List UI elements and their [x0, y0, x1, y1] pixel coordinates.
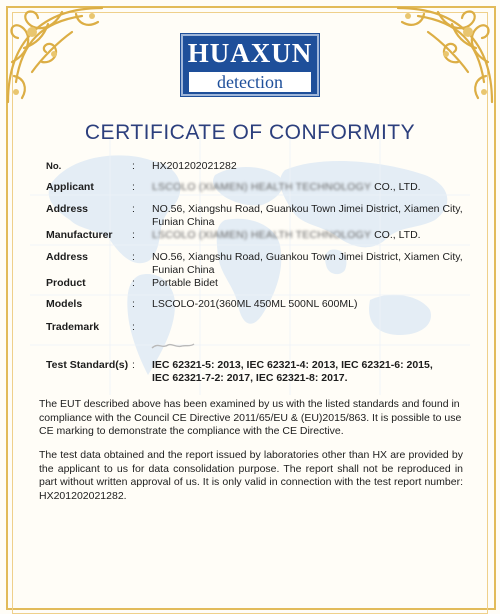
field-colon: :	[132, 251, 135, 263]
standards-line-2: IEC 62321-7-2: 2017, IEC 62321-8: 2017.	[152, 372, 348, 384]
trademark-mark-icon	[150, 339, 196, 351]
models-value: LSCOLO-201(360ML 450ML 500NL 600ML)	[152, 298, 358, 310]
gold-filigree-corner-icon	[2, 2, 112, 112]
certificate-title: CERTIFICATE OF CONFORMITY	[84, 121, 416, 144]
field-colon: :	[132, 203, 135, 215]
field-colon: :	[132, 321, 135, 333]
field-colon: :	[132, 229, 135, 241]
field-label: No.	[46, 161, 62, 172]
field-colon: :	[132, 181, 135, 193]
standards-value	[152, 359, 472, 385]
logo-subtitle: detection	[189, 72, 311, 92]
logo-wordmark: HUAXUN	[187, 38, 313, 68]
field-colon: :	[132, 277, 135, 289]
field-label: Product	[46, 277, 86, 289]
field-label: Test Standard(s)	[46, 359, 129, 371]
redacted-company-name: LSCOLO (XIAMEN) HEALTH TECHNOLOGY	[152, 229, 372, 241]
product-value: Portable Bidet	[152, 277, 218, 289]
field-colon: :	[132, 298, 135, 310]
address-value: NO.56, Xiangshu Road, Guankou Town Jimei District, Xiamen City, Funian China	[152, 251, 463, 276]
certificate-number: HX201202021282	[152, 160, 237, 172]
huaxun-logo	[181, 34, 319, 96]
field-label: Address	[46, 251, 89, 263]
field-label: Trademark	[46, 321, 100, 333]
address-value: NO.56, Xiangshu Road, Guankou Town Jimei District, Xiamen City, Funian China	[152, 203, 463, 228]
redacted-company-name: LSCOLO (XIAMEN) HEALTH TECHNOLOGY	[152, 181, 372, 193]
compliance-statement: The EUT described above has been examined by us with the listed standards and found in compliance with the Council CE Directive 2011/65/EU & (EU)2015/863. It is possible to use CE marking to demonstrate the compliance with the CE Directive.	[39, 398, 462, 438]
company-suffix: CO., LTD.	[371, 181, 421, 193]
field-label: Manufacturer	[46, 229, 113, 241]
company-suffix: CO., LTD.	[371, 229, 421, 241]
manufacturer-value	[152, 229, 472, 242]
field-label: Applicant	[46, 181, 94, 193]
field-label: Models	[46, 298, 83, 310]
applicant-value	[152, 181, 472, 194]
standards-line-1: IEC 62321-5: 2013, IEC 62321-4: 2013, IEC 62321-6: 2015,	[152, 359, 433, 371]
field-colon: :	[132, 160, 135, 172]
gold-filigree-corner-icon	[388, 2, 498, 112]
field-colon: :	[132, 359, 135, 371]
field-label: Address	[46, 203, 89, 215]
disclaimer-statement: The test data obtained and the report issued by laboratories other than HX are provided by the applicant to us for data consolidation purpose. The report shall not be reproduced in part without written approval of us. It is only valid in connection with the test report number: HX201202021282.	[39, 449, 463, 502]
